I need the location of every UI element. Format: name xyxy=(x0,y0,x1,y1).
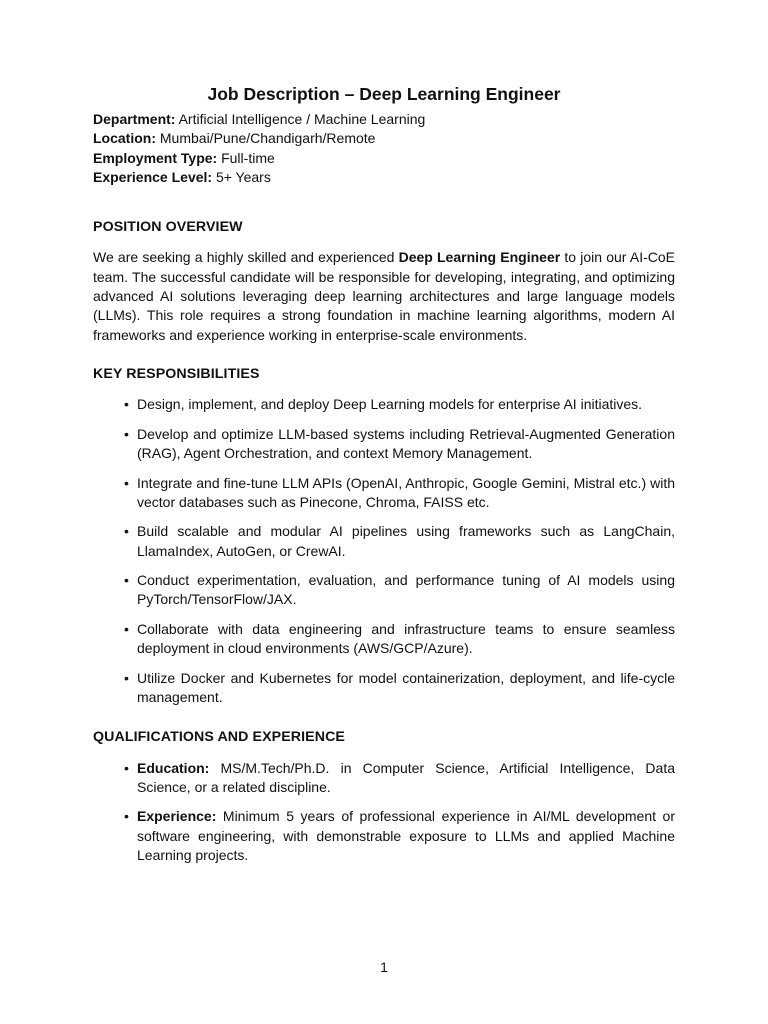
section-heading-responsibilities: KEY RESPONSIBILITIES xyxy=(93,365,260,382)
list-item xyxy=(93,669,675,708)
document-title: Job Description – Deep Learning Engineer xyxy=(207,84,561,104)
meta-label: Experience Level: xyxy=(93,168,213,185)
overview-intro: We are seeking a highly skilled and experienced xyxy=(93,249,399,266)
section-heading-overview: POSITION OVERVIEW xyxy=(93,219,243,236)
document-page xyxy=(93,82,675,875)
meta-value: Mumbai/Pune/Chandigarh/Remote xyxy=(159,130,376,147)
list-item xyxy=(93,474,675,513)
bullet-icon: • xyxy=(124,474,129,491)
list-item-text: Build scalable and modular AI pipelines using frameworks such as LangChain, LlamaIndex, AutoGen, or CrewAI. xyxy=(137,523,675,559)
list-item xyxy=(93,522,675,561)
list-item xyxy=(93,425,675,464)
bullet-icon: • xyxy=(124,396,129,413)
list-item-text: Design, implement, and deploy Deep Learning models for enterprise AI initiatives. xyxy=(137,396,643,413)
meta-value: Artificial Intelligence / Machine Learning xyxy=(178,111,426,127)
responsibilities-list xyxy=(93,395,675,707)
qualification-text: MS/M.Tech/Ph.D. in Computer Science, Artificial Intelligence, Data Science, or a related discipline. xyxy=(137,759,675,795)
bullet-icon: • xyxy=(124,572,129,589)
meta-employment-type xyxy=(93,149,675,168)
overview-paragraph xyxy=(93,248,675,344)
list-item xyxy=(93,395,675,414)
bullet-icon: • xyxy=(124,759,129,776)
bullet-icon: • xyxy=(124,808,129,825)
meta-label: Department: xyxy=(93,111,176,127)
qualification-label: Experience: xyxy=(137,808,217,825)
list-item-text: Conduct experimentation, evaluation, and performance tuning of AI models using PyTorch/TensorFlow/JAX. xyxy=(137,572,675,608)
qualification-label: Education: xyxy=(137,759,210,776)
qualifications-list xyxy=(93,759,675,866)
meta-experience-level xyxy=(93,168,675,187)
qualification-text: Minimum 5 years of professional experience in AI/ML development or software engineering, with demonstrable exposure to LLMs and applied Machine Learning projects. xyxy=(137,808,675,863)
overview-role: Deep Learning Engineer xyxy=(398,249,561,266)
job-meta xyxy=(93,110,675,187)
meta-value: Full-time xyxy=(221,149,275,166)
list-item xyxy=(93,620,675,659)
meta-label: Location: xyxy=(93,130,156,147)
meta-location xyxy=(93,129,675,148)
list-item-text: Integrate and fine-tune LLM APIs (OpenAI, Anthropic, Google Gemini, Mistral etc.) with vector databases such as Pinecone, Chroma, FAISS etc. xyxy=(137,474,675,510)
list-item xyxy=(93,571,675,610)
meta-value: 5+ Years xyxy=(215,168,271,185)
bullet-icon: • xyxy=(124,523,129,540)
bullet-icon: • xyxy=(124,620,129,637)
section-heading-qualifications: QUALIFICATIONS AND EXPERIENCE xyxy=(93,729,345,746)
list-item xyxy=(93,759,675,798)
list-item-text: Collaborate with data engineering and infrastructure teams to ensure seamless deployment in cloud environments (AWS/GCP/Azure). xyxy=(137,620,675,657)
meta-department xyxy=(93,110,675,129)
list-item-text: Utilize Docker and Kubernetes for model containerization, deployment, and life-cycle management. xyxy=(137,669,675,705)
list-item xyxy=(93,807,675,865)
meta-label: Employment Type: xyxy=(93,149,218,166)
bullet-icon: • xyxy=(124,669,129,686)
list-item-text: Develop and optimize LLM-based systems including Retrieval-Augmented Generation (RAG), Agent Orchestration, and context Memory Management. xyxy=(137,425,675,462)
bullet-icon: • xyxy=(124,425,129,442)
overview-body: to join our AI-CoE team. The successful candidate will be responsible for developing, integrating, and optimizing advanced AI solutions leveraging deep learning architectures and large language models (LLMs). This role requires a strong foundation in machine learning algorithms, modern AI frameworks and experience working in enterprise-scale environments. xyxy=(93,249,675,343)
page-number: 1 xyxy=(380,959,388,975)
